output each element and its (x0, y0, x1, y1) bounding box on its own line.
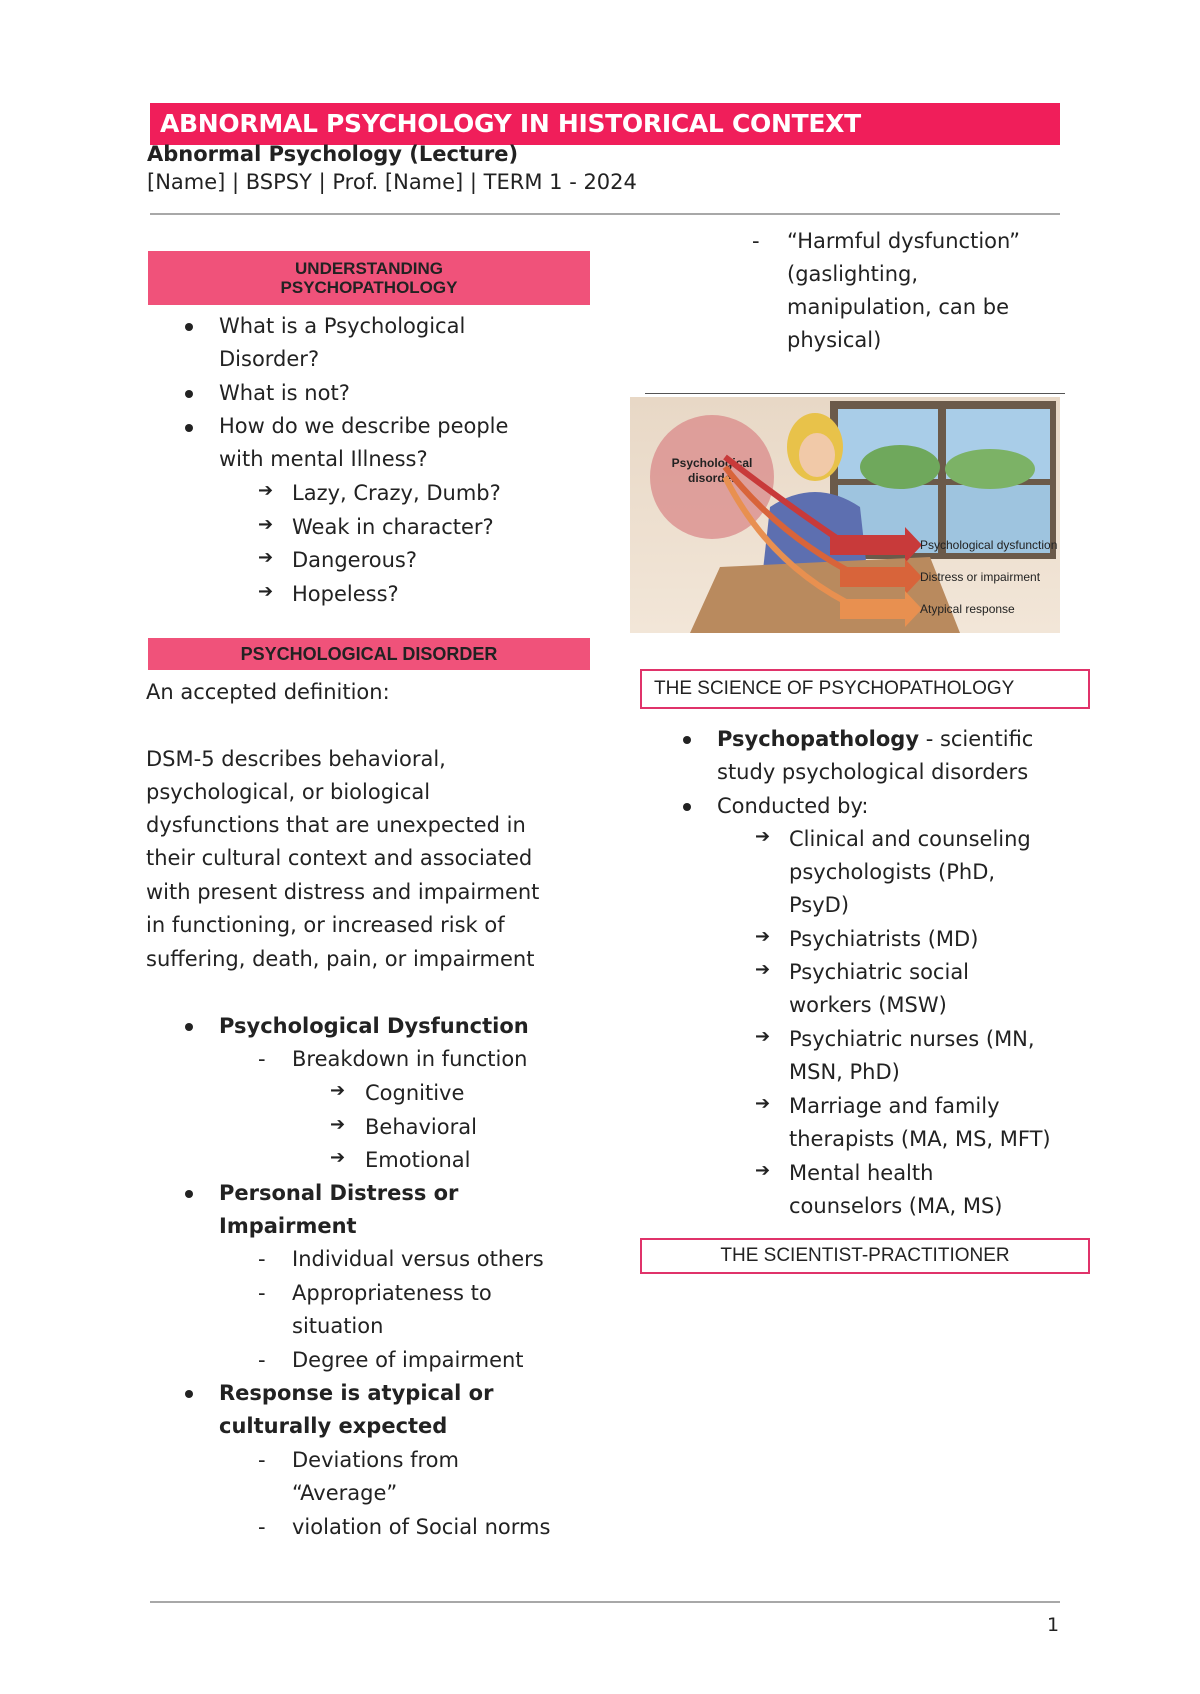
sub-item-cont: manipulation, can be (787, 295, 1010, 319)
sub-item: Degree of impairment (292, 1348, 524, 1372)
course-subtitle: Abnormal Psychology (Lecture) (147, 142, 519, 166)
professional-item: Psychiatrists (MD) (789, 927, 979, 951)
arrow-right-icon: ➔ (755, 926, 771, 947)
arrow-right-icon: ➔ (755, 1026, 771, 1047)
criterion-dysfunction: Psychological Dysfunction (219, 1014, 529, 1038)
professional-item-cont: counselors (MA, MS) (789, 1194, 1003, 1218)
professional-item-cont: workers (MSW) (789, 993, 947, 1017)
dash-icon: - (258, 1047, 266, 1071)
arrow-right-icon: ➔ (258, 514, 274, 535)
psychological-disorder-illustration (630, 397, 1060, 633)
professional-item-cont: PsyD) (789, 893, 850, 917)
sub-item: “Harmful dysfunction” (787, 229, 1021, 253)
tree-shape (860, 445, 940, 489)
arrow-right-icon: ➔ (755, 959, 771, 980)
arrow-label: Atypical response (920, 602, 1015, 616)
professional-item-cont: psychologists (PhD, (789, 860, 996, 884)
professional-item-cont: MSN, PhD) (789, 1060, 900, 1084)
arrow-right-icon: ➔ (258, 581, 274, 602)
sub-item-cont: “Average” (292, 1481, 398, 1505)
bullet-icon (185, 1390, 193, 1398)
definition-line: in functioning, or increased risk of (146, 913, 505, 937)
dash-icon: - (258, 1348, 266, 1372)
professional-item: Mental health (789, 1161, 934, 1185)
question-item: What is not? (219, 381, 350, 405)
illustration-svg (630, 397, 1060, 633)
section-heading-understanding (148, 251, 590, 305)
section-heading-disorder: PSYCHOLOGICAL DISORDER (148, 638, 590, 670)
dash-icon: - (258, 1247, 266, 1271)
arrow-right-icon: ➔ (330, 1114, 346, 1135)
dash-icon: - (258, 1281, 266, 1305)
conducted-by: Conducted by: (717, 794, 869, 818)
arrow-right-icon: ➔ (755, 1093, 771, 1114)
sub-item: Weak in character? (292, 515, 494, 539)
footer-rule (150, 1601, 1060, 1603)
sub-item: Deviations from (292, 1448, 459, 1472)
heading-line: PSYCHOPATHOLOGY (280, 278, 458, 297)
course-meta: [Name] | BSPSY | Prof. [Name] | TERM 1 - 2024 (147, 170, 637, 194)
header-rule (150, 213, 1060, 215)
sub-item: Appropriateness to (292, 1281, 492, 1305)
arrow-right-icon: ➔ (330, 1080, 346, 1101)
table-shape (690, 557, 960, 633)
question-item-cont: with mental Illness? (219, 447, 428, 471)
figure-rule (645, 393, 1065, 394)
sub-sub-item: Behavioral (365, 1115, 477, 1139)
professional-item: Psychiatric social (789, 960, 970, 984)
bullet-icon (185, 424, 193, 432)
sub-item: Breakdown in function (292, 1047, 528, 1071)
tree-shape (945, 449, 1035, 489)
arrow-right-icon: ➔ (258, 480, 274, 501)
bullet-icon (185, 1023, 193, 1031)
dash-icon: - (258, 1515, 266, 1539)
bullet-icon (185, 323, 193, 331)
section-heading-scientist: THE SCIENTIST-PRACTITIONER (640, 1238, 1090, 1274)
sub-item: Individual versus others (292, 1247, 544, 1271)
arrow-right-icon: ➔ (258, 547, 274, 568)
question-item: What is a Psychological (219, 314, 466, 338)
bullet-icon (185, 390, 193, 398)
criterion-response-cont: culturally expected (219, 1414, 448, 1438)
woman-face (799, 433, 835, 477)
definition-line: with present distress and impairment (146, 880, 540, 904)
arrow-label: Distress or impairment (920, 570, 1041, 584)
dash-icon: - (752, 229, 760, 253)
sub-item-cont: physical) (787, 328, 882, 352)
circle-label: disorder (687, 471, 737, 485)
dash-icon: - (258, 1448, 266, 1472)
definition-line: psychological, or biological (146, 780, 431, 804)
sub-item: violation of Social norms (292, 1515, 551, 1539)
bullet-icon (683, 736, 691, 744)
professional-item-cont: therapists (MA, MS, MFT) (789, 1127, 1051, 1151)
professional-item: Clinical and counseling (789, 827, 1031, 851)
circle-label: Psychological (671, 456, 753, 470)
criterion-distress: Personal Distress or (219, 1181, 459, 1205)
page-number: 1 (1047, 1614, 1060, 1636)
criterion-response: Response is atypical or (219, 1381, 494, 1405)
sub-item-cont: (gaslighting, (787, 262, 919, 286)
definition-line: their cultural context and associated (146, 846, 533, 870)
criterion-distress-cont: Impairment (219, 1214, 357, 1238)
arrow-right-icon: ➔ (330, 1147, 346, 1168)
heading-line: UNDERSTANDING (295, 259, 443, 278)
sub-item: Lazy, Crazy, Dumb? (292, 481, 501, 505)
term-definition-cont: study psychological disorders (717, 760, 1029, 784)
sub-item: Hopeless? (292, 582, 399, 606)
question-item-cont: Disorder? (219, 347, 320, 371)
definition-line: dysfunctions that are unexpected in (146, 813, 526, 837)
term-psychopathology: Psychopathology (717, 727, 920, 751)
professional-item: Psychiatric nurses (MN, (789, 1027, 1035, 1051)
definition-line: DSM-5 describes behavioral, (146, 747, 446, 771)
bullet-icon (683, 803, 691, 811)
definition-line: suffering, death, pain, or impairment (146, 947, 535, 971)
document-title: ABNORMAL PSYCHOLOGY IN HISTORICAL CONTEXT (150, 103, 1060, 145)
arrow-right-icon: ➔ (755, 826, 771, 847)
science-term-line (717, 723, 1033, 756)
definition-intro: An accepted definition: (146, 680, 390, 704)
sub-item-cont: situation (292, 1314, 384, 1338)
sub-sub-item: Cognitive (365, 1081, 465, 1105)
sub-sub-item: Emotional (365, 1148, 471, 1172)
question-item: How do we describe people (219, 414, 509, 438)
section-heading-science: THE SCIENCE OF PSYCHOPATHOLOGY (640, 669, 1090, 709)
arrow-label: Psychological dysfunction (920, 538, 1058, 552)
bullet-icon (185, 1190, 193, 1198)
sub-item: Dangerous? (292, 548, 418, 572)
professional-item: Marriage and family (789, 1094, 1000, 1118)
term-definition: - scientific (919, 727, 1034, 751)
arrow-right-icon: ➔ (755, 1160, 771, 1181)
